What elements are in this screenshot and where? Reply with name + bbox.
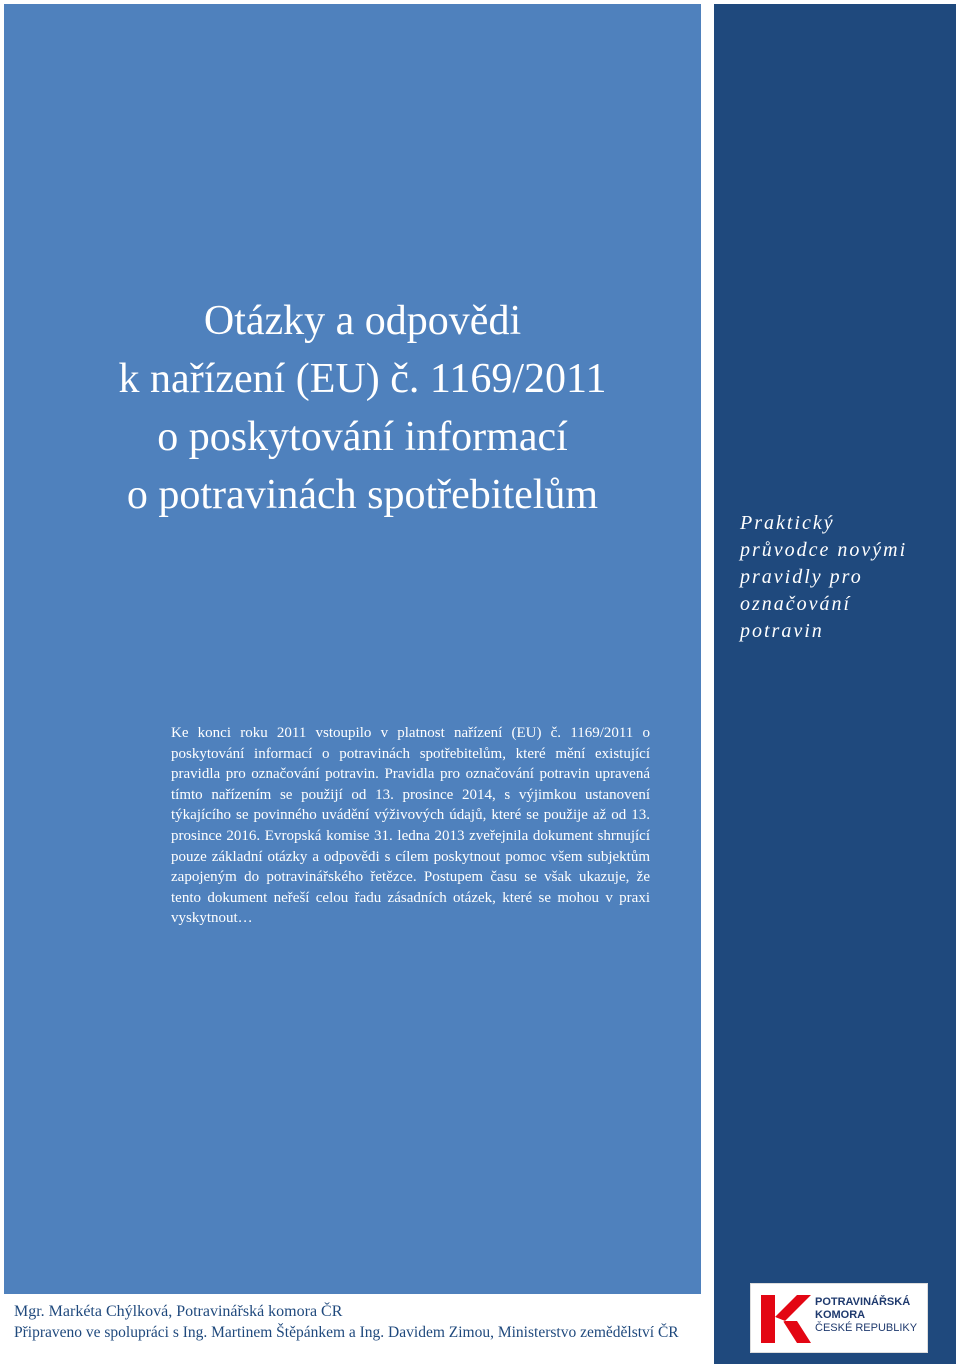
title-line: Otázky a odpovědi (203, 298, 522, 344)
k-letter-icon (757, 1291, 811, 1347)
author-line: Mgr. Markéta Chýlková, Potravinářská komora ČR (14, 1303, 343, 1320)
document-subtitle (740, 510, 950, 645)
credit-line: Připraveno ve spolupráci s Ing. Martinem Štěpánkem a Ing. Davidem Zimou, Ministerstvo zemědělství ČR (14, 1324, 679, 1341)
subtitle-line: pravidly pro (740, 566, 863, 588)
subtitle-line: Praktický (740, 512, 835, 534)
logo-wordmark (815, 1296, 927, 1335)
logo-line: POTRAVINÁŘSKÁ (815, 1296, 911, 1308)
document-title (40, 292, 685, 524)
subtitle-line: průvodce novými (740, 539, 908, 561)
footer-credits (14, 1301, 714, 1343)
cover-panel-left (4, 4, 701, 1294)
title-line: k nařízení (EU) č. 1169/2011 (118, 356, 607, 402)
logo-line: ČESKÉ REPUBLIKY (815, 1322, 918, 1334)
chamber-logo (750, 1283, 928, 1353)
subtitle-line: označování (740, 593, 852, 615)
cover-panel-right (714, 4, 956, 1364)
title-line: o poskytování informací (157, 414, 568, 460)
logo-line: KOMORA (815, 1309, 866, 1321)
title-line: o potravinách spotřebitelům (126, 472, 599, 518)
subtitle-line: potravin (740, 620, 824, 642)
abstract-paragraph: Ke konci roku 2011 vstoupilo v platnost nařízení (EU) č. 1169/2011 o poskytování informací o potravinách spotřebitelům, které mění existující pravidla pro označování potravin. Pravidla pro označování potravin upravená tímto nařízením se použijí od 13. prosince 2014, s výjimkou ustanovení týkajícího se povinného uvádění výživových údajů, které se použije až od 13. prosince 2016. Evropská komise 31. ledna 2013 zveřejnila dokument shrnující pouze základní otázky a odpovědi s cílem poskytnout pomoc všem subjektům zapojeným do potravinářského řetězce. Postupem času se však ukazuje, že tento dokument neřeší celou řadu zásadních otázek, které se mohou v praxi vyskytnout… (171, 725, 650, 927)
